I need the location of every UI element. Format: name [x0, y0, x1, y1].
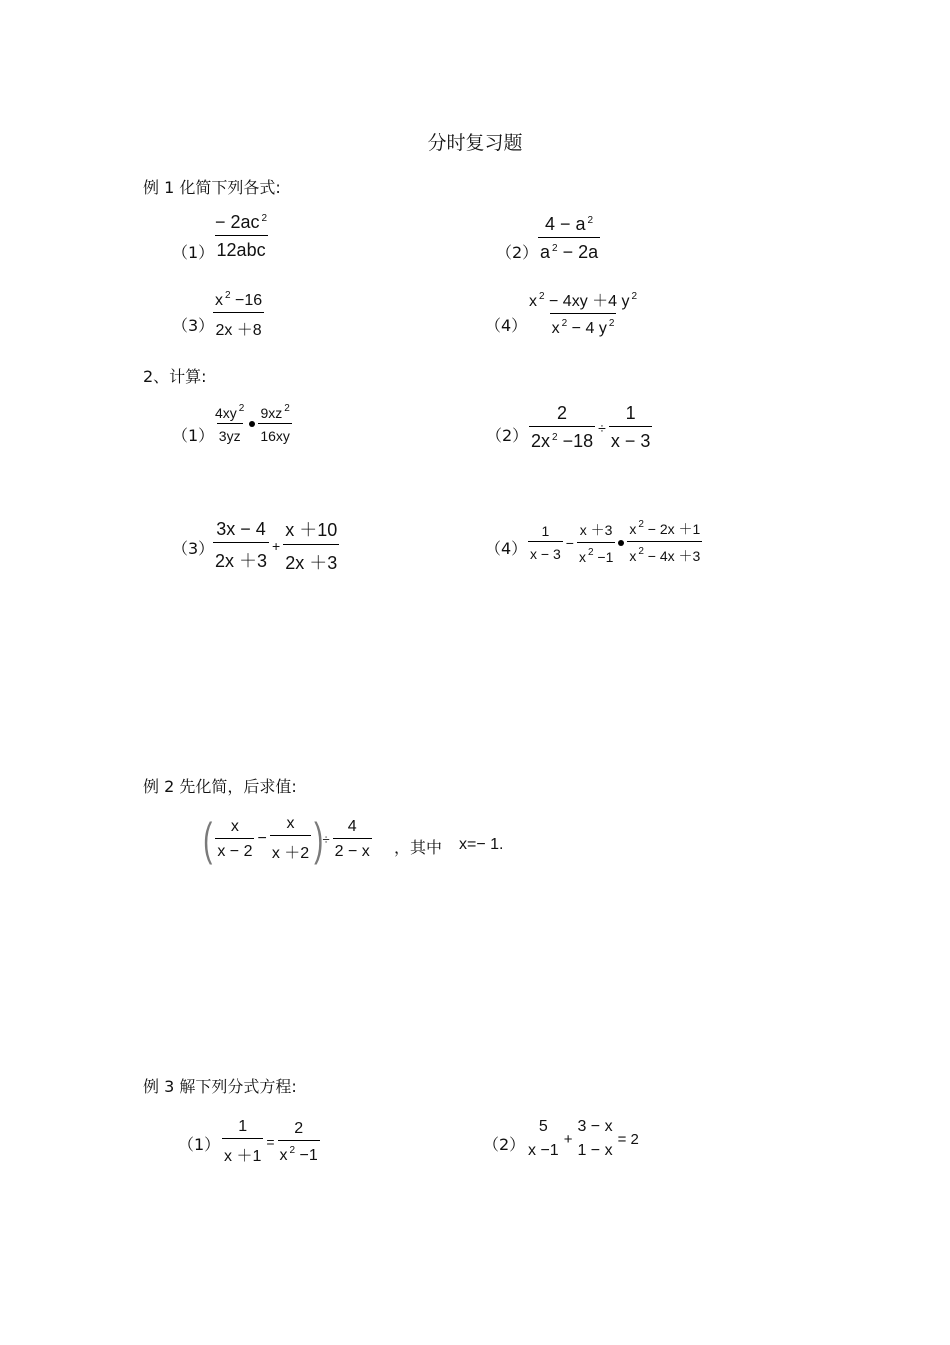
fraction: $\frac{4}{2 - x}$ [334, 817, 370, 860]
example-4-heading: 例 3 解下列分式方程: [143, 1077, 297, 1096]
ex4-problem-2 [526, 1118, 642, 1160]
divide-sign: ÷ [322, 831, 330, 847]
ex3-expression [200, 815, 372, 863]
fraction: $\frac{9xz ^2}{16xy}$ [260, 403, 290, 444]
ex2-label-2: （2） [486, 426, 529, 445]
ex3-condition-value: x=− 1. [459, 836, 504, 853]
ex1-label-4: （4） [485, 316, 528, 335]
example-2-heading: 2、计算: [143, 367, 207, 386]
example-3-heading: 例 2 先化简，后求值: [143, 777, 297, 796]
ex1-problem-3 [213, 290, 264, 340]
ex1-problem-1 [213, 212, 269, 261]
ex4-problem-1 [222, 1118, 320, 1166]
fraction: $\frac{x +3}{x ^2 -1}$ [578, 522, 614, 565]
ex2-problem-4 [528, 519, 702, 566]
fraction: $\frac{x ^2 -16}{2x +8}$ [215, 290, 263, 339]
fraction: 5 x −1 [528, 1118, 559, 1159]
ex1-problem-4 [527, 288, 639, 338]
ex2-problem-1 [213, 403, 292, 444]
ex2-problem-2 [529, 403, 652, 452]
fraction: $\frac{2}{2x ^2 -18}$ [531, 403, 594, 451]
fraction: $\frac{1}{x +1}$ [224, 1118, 262, 1165]
ex3-condition-text: ，其中 [394, 838, 443, 857]
fraction: $\frac{x}{x +2}$ [271, 815, 310, 862]
equals-sign: = [266, 1134, 275, 1150]
fraction: $\frac{x ^2 - 2x +1}{x ^2 - 4x +3}$ [629, 519, 701, 564]
fraction: $\frac{4xy ^2}{3yz}$ [215, 403, 245, 444]
ex4-label-1: （1） [178, 1135, 221, 1154]
equals-two: = 2 [617, 1130, 639, 1148]
ex2-label-1: （1） [172, 426, 215, 445]
minus-sign: − [565, 534, 574, 551]
fraction: $\frac{4 - a ^2}{a ^2 - 2a}$ [540, 214, 599, 262]
plus-sign: + [563, 1130, 573, 1148]
fraction: $\frac{- 2ac ^2}{\text{12abc}}$ [215, 212, 268, 260]
ex4-label-2: （2） [483, 1135, 526, 1154]
ex2-problem-3 [213, 516, 339, 575]
ex1-label-3: （3） [172, 316, 215, 335]
page-title: 分时复习题 [427, 132, 523, 154]
ex2-label-3: （3） [172, 539, 215, 558]
ex1-problem-2 [538, 214, 600, 263]
plus-sign: + [272, 537, 281, 554]
fraction: $\frac{1}{x - 3}$ [610, 403, 651, 451]
fraction: 3 − x 1 − x [577, 1118, 613, 1159]
ex1-label-2: （2） [496, 243, 539, 262]
ex1-label-1: （1） [172, 243, 215, 262]
multiply-dot [618, 540, 624, 546]
fraction: $\frac{1}{x - 3}$ [530, 523, 561, 562]
fraction: $\frac{3x - 4}{2x +3}$ [215, 518, 268, 571]
divide-sign: ÷ [598, 419, 606, 436]
minus-sign: − [257, 830, 267, 847]
fraction: $\frac{x +10}{2x +3}$ [285, 520, 338, 573]
right-paren: ) [314, 813, 324, 865]
multiply-dot [249, 421, 255, 427]
left-paren: ( [203, 813, 213, 865]
fraction: $\frac{x}{x - 2}$ [217, 817, 253, 860]
ex2-label-4: （4） [485, 539, 528, 558]
fraction: $\frac{2}{x ^2 -1}$ [279, 1119, 318, 1164]
fraction: $\frac{x ^2 - 4xy +4 y ^2}{x ^2 - 4 y ^2}$ [529, 291, 638, 337]
example-1-heading: 例 1 化简下列各式: [143, 178, 281, 197]
